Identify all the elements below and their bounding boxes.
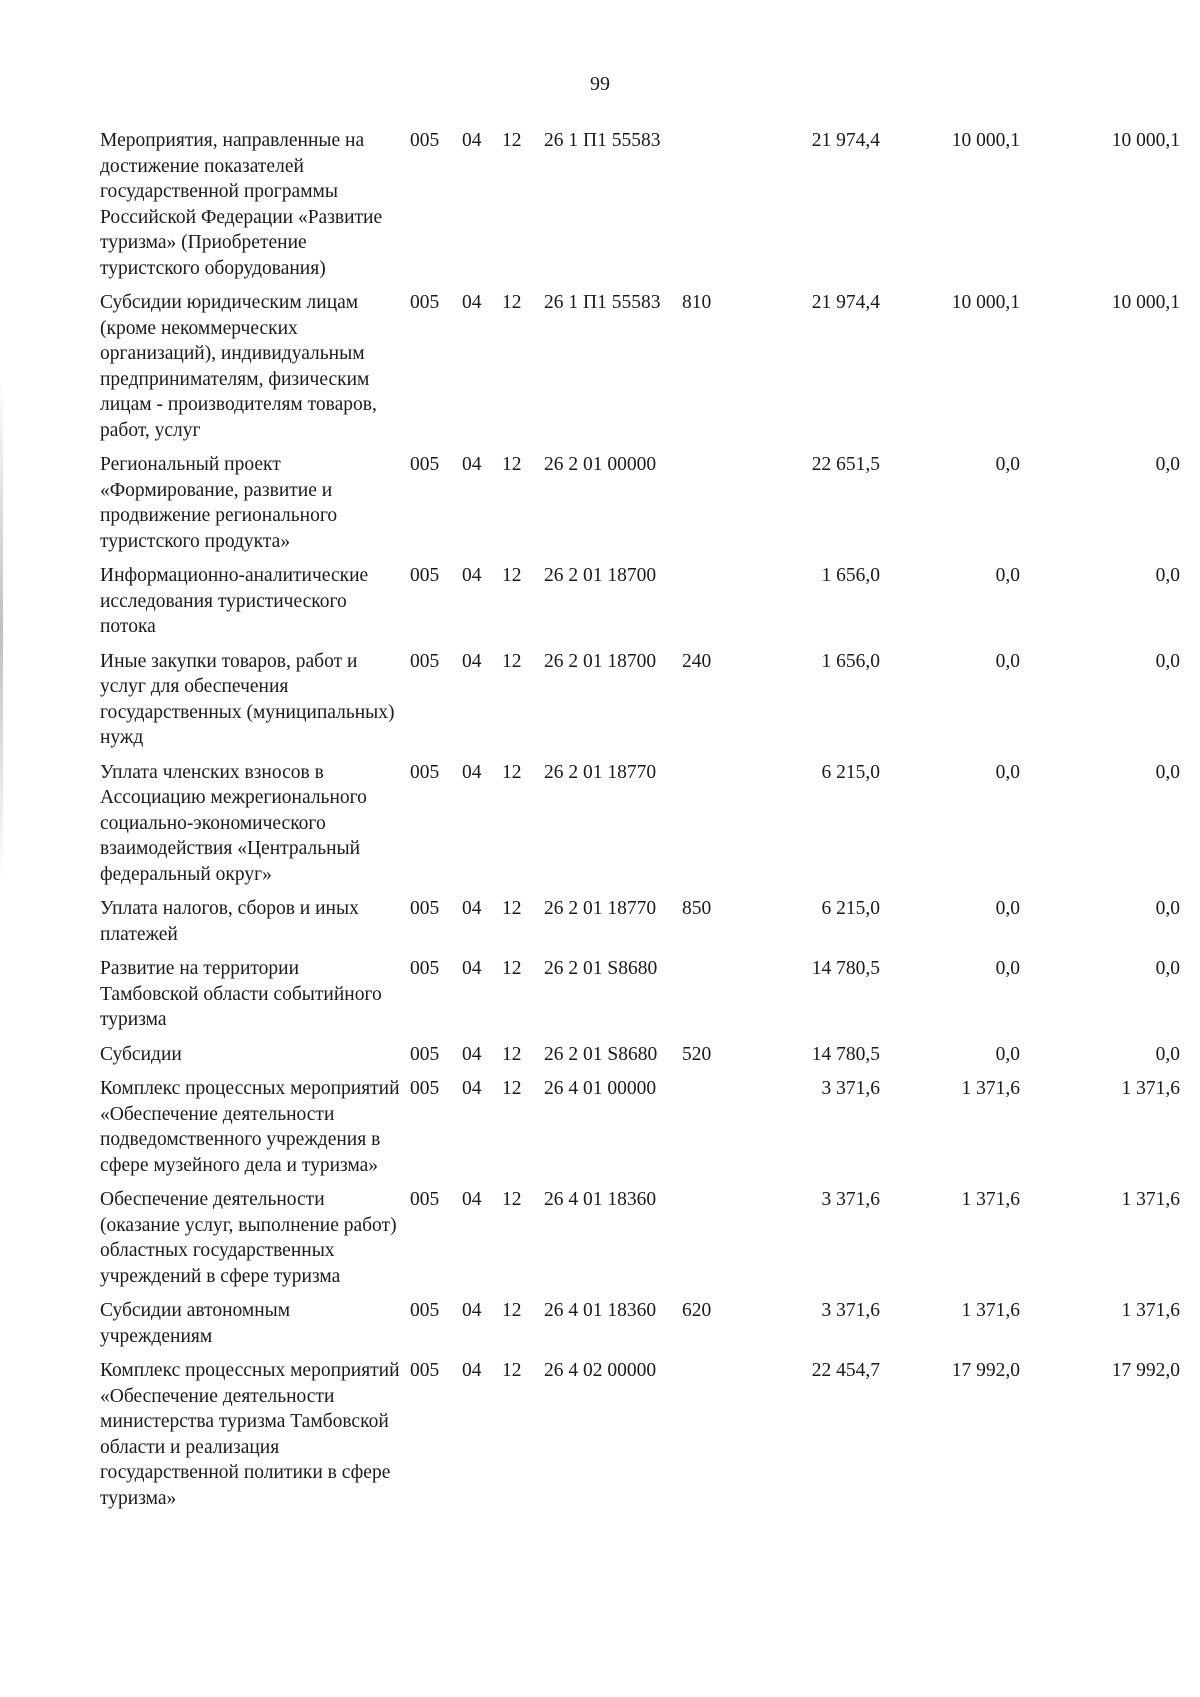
row-year2: 0,0 [995, 565, 1020, 586]
row-ved: 005 [410, 1078, 440, 1099]
row-csr: 26 2 01 18700 [544, 565, 657, 586]
row-name: Обеспечение деятельности (оказание услуг, выполнение работ) областных государственных учреждений в сфере туризма [100, 1189, 397, 1287]
row-year1: 6 215,0 [821, 761, 880, 783]
row-pr: 12 [502, 650, 522, 672]
row-name: Информационно-аналитические исследования туристического потока [100, 565, 369, 637]
row-pr: 12 [502, 1189, 522, 1210]
row-year2: 10 000,1 [951, 130, 1020, 151]
row-pr: 12 [502, 1078, 522, 1099]
row-rz: 04 [462, 958, 482, 979]
row-year3: 1 371,6 [1121, 1189, 1180, 1210]
scan-edge-shadow [0, 380, 3, 880]
table-row [100, 290, 1180, 452]
row-vr: 850 [682, 898, 712, 919]
row-name: Региональный проект «Формирование, развитие и продвижение регионального туристского продукта» [100, 454, 338, 552]
row-ved: 005 [410, 1300, 440, 1321]
row-name: Уплата налогов, сборов и иных платежей [100, 898, 359, 945]
row-year1: 1 656,0 [821, 650, 880, 672]
row-name: Комплекс процессных мероприятий «Обеспечение деятельности министерства туризма Тамбовской области и реализация государственной политики в сфере туризма» [100, 1360, 400, 1509]
row-pr: 12 [502, 130, 522, 151]
row-rz: 04 [462, 130, 482, 151]
row-ved: 005 [410, 1189, 440, 1210]
row-vr [678, 452, 730, 563]
row-pr: 12 [502, 1360, 522, 1381]
row-rz: 04 [462, 761, 482, 783]
row-pr: 12 [502, 958, 522, 979]
table-row [100, 1187, 1180, 1298]
budget-table [100, 128, 1180, 1520]
row-year2: 0,0 [995, 650, 1020, 672]
row-vr: 810 [682, 292, 712, 313]
row-year1: 14 780,5 [811, 1043, 880, 1065]
row-name: Уплата членских взносов в Ассоциацию межрегионального социально-экономического взаимодействия «Центральный федеральный округ» [100, 761, 367, 885]
row-name: Комплекс процессных мероприятий «Обеспечение деятельности подведомственного учреждения в сфере музейного дела и туризма» [100, 1078, 400, 1176]
row-rz: 04 [462, 650, 482, 672]
row-csr: 26 4 01 18360 [544, 1189, 657, 1210]
row-year3: 0,0 [1155, 1043, 1180, 1065]
table-row [100, 563, 1180, 649]
row-csr: 26 2 01 18700 [544, 650, 657, 672]
row-vr [678, 1358, 730, 1520]
row-year3: 0,0 [1155, 898, 1180, 919]
row-ved: 005 [410, 650, 440, 672]
row-rz: 04 [462, 1043, 482, 1065]
row-year2: 0,0 [995, 898, 1020, 919]
row-csr: 26 2 01 18770 [544, 761, 657, 783]
row-year2: 0,0 [995, 761, 1020, 783]
row-rz: 04 [462, 1300, 482, 1321]
row-ved: 005 [410, 130, 440, 151]
row-year1: 3 371,6 [821, 1300, 880, 1321]
row-year1: 14 780,5 [811, 958, 880, 979]
table-row [100, 956, 1180, 1042]
row-rz: 04 [462, 565, 482, 586]
row-rz: 04 [462, 898, 482, 919]
row-csr: 26 4 02 00000 [544, 1360, 657, 1381]
row-name: Развитие на территории Тамбовской области событийного туризма [100, 958, 382, 1030]
row-rz: 04 [462, 1078, 482, 1099]
row-year3: 0,0 [1155, 454, 1180, 475]
row-csr: 26 2 01 S8680 [544, 1043, 658, 1065]
row-rz: 04 [462, 1189, 482, 1210]
row-name: Субсидии юридическим лицам (кроме некоммерческих организаций), индивидуальным предпринимателям, физическим лицам - производителям товаров, работ, услуг [100, 292, 377, 441]
table-body [100, 128, 1180, 1520]
row-year2: 0,0 [995, 1043, 1020, 1065]
row-vr [678, 128, 730, 290]
row-year3: 1 371,6 [1121, 1300, 1180, 1321]
row-year2: 17 992,0 [951, 1360, 1020, 1381]
row-year2: 10 000,1 [951, 292, 1020, 313]
row-year3: 1 371,6 [1121, 1078, 1180, 1099]
row-ved: 005 [410, 565, 440, 586]
row-pr: 12 [502, 761, 522, 783]
row-csr: 26 2 01 18770 [544, 898, 657, 919]
row-csr: 26 4 01 00000 [544, 1078, 657, 1099]
row-vr: 240 [682, 650, 712, 672]
row-rz: 04 [462, 292, 482, 313]
row-vr: 520 [682, 1043, 712, 1065]
row-year3: 10 000,1 [1111, 130, 1180, 151]
row-pr: 12 [502, 1300, 522, 1321]
row-year2: 1 371,6 [961, 1189, 1020, 1210]
row-year3: 0,0 [1155, 761, 1180, 783]
row-ved: 005 [410, 292, 440, 313]
row-vr [678, 1076, 730, 1187]
row-pr: 12 [502, 1043, 522, 1065]
row-name: Иные закупки товаров, работ и услуг для обеспечения государственных (муниципальных) нужд [100, 650, 395, 748]
row-year1: 1 656,0 [821, 565, 880, 586]
row-pr: 12 [502, 898, 522, 919]
table-row [100, 1076, 1180, 1187]
table-row [100, 1042, 1180, 1077]
table-row [100, 128, 1180, 290]
row-vr [678, 760, 730, 897]
row-ved: 005 [410, 1360, 440, 1381]
row-csr: 26 1 П1 55583 [544, 292, 661, 313]
row-ved: 005 [410, 454, 440, 475]
row-csr: 26 2 01 S8680 [544, 958, 658, 979]
page-number: 99 [590, 73, 610, 95]
table-row [100, 452, 1180, 563]
row-ved: 005 [410, 898, 440, 919]
row-year3: 17 992,0 [1111, 1360, 1180, 1381]
row-year3: 0,0 [1155, 958, 1180, 979]
row-name: Субсидии автономным учреждениям [100, 1300, 291, 1347]
row-vr: 620 [682, 1300, 712, 1321]
row-year1: 3 371,6 [821, 1078, 880, 1099]
row-ved: 005 [410, 958, 440, 979]
table-row [100, 896, 1180, 956]
row-vr [678, 563, 730, 649]
row-pr: 12 [502, 565, 522, 586]
table-row [100, 1358, 1180, 1520]
row-year1: 3 371,6 [821, 1189, 880, 1210]
row-year2: 0,0 [995, 958, 1020, 979]
row-vr [678, 956, 730, 1042]
row-name: Мероприятия, направленные на достижение показателей государственной программы Российской Федерации «Развитие туризма» (Приобретение туристского оборудования) [100, 130, 383, 279]
row-year3: 10 000,1 [1111, 292, 1180, 313]
row-vr [678, 1187, 730, 1298]
row-year2: 1 371,6 [961, 1300, 1020, 1321]
row-year1: 21 974,4 [811, 292, 880, 313]
row-year2: 1 371,6 [961, 1078, 1020, 1099]
row-year1: 22 651,5 [811, 454, 880, 475]
row-ved: 005 [410, 1043, 440, 1065]
row-csr: 26 1 П1 55583 [544, 130, 661, 151]
row-year2: 0,0 [995, 454, 1020, 475]
row-pr: 12 [502, 454, 522, 475]
table-row [100, 649, 1180, 760]
table-row [100, 1298, 1180, 1358]
row-pr: 12 [502, 292, 522, 313]
row-year1: 22 454,7 [811, 1360, 880, 1381]
row-ved: 005 [410, 761, 440, 783]
row-year3: 0,0 [1155, 565, 1180, 586]
row-rz: 04 [462, 1360, 482, 1381]
row-rz: 04 [462, 454, 482, 475]
row-name: Субсидии [100, 1043, 182, 1065]
row-year3: 0,0 [1155, 650, 1180, 672]
row-year1: 6 215,0 [821, 898, 880, 919]
table-row [100, 760, 1180, 897]
row-csr: 26 4 01 18360 [544, 1300, 657, 1321]
row-year1: 21 974,4 [811, 130, 880, 151]
row-csr: 26 2 01 00000 [544, 454, 657, 475]
